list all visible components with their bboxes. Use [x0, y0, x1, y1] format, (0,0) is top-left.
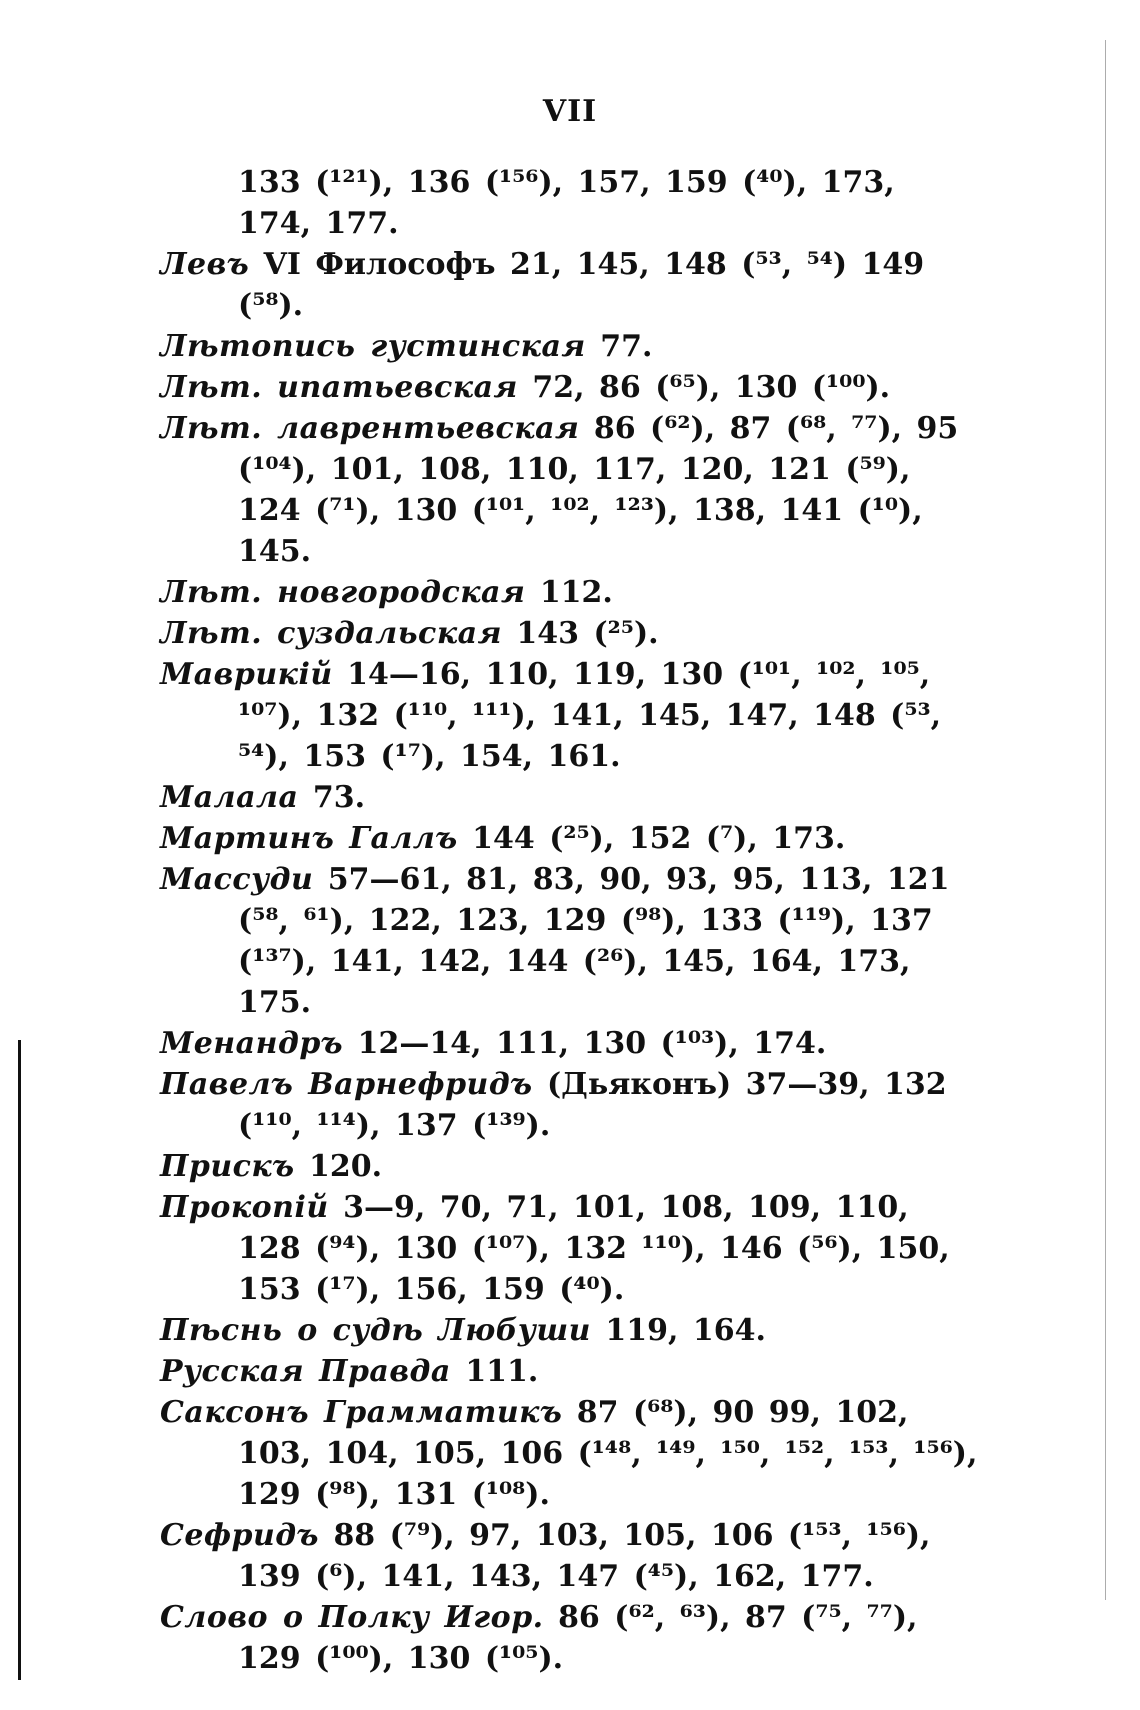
- index-entry: [160, 654, 980, 777]
- index-entry: [160, 572, 980, 613]
- index-entry: [160, 244, 980, 326]
- right-page-edge: [1105, 40, 1106, 1600]
- entry-references: 14—16, 110, 119, 130 (¹⁰¹, ¹⁰², ¹⁰⁵, ¹⁰⁷), 132 (¹¹⁰, ¹¹¹), 141, 145, 147, 148 (⁵³, ⁵⁴), 153 (¹⁷), 154, 161.: [238, 657, 942, 774]
- index-entry: [160, 367, 980, 408]
- entry-name: Менандръ: [160, 1026, 344, 1061]
- entry-references: 111.: [465, 1354, 539, 1389]
- entry-name: Лѣт. ипатьевская: [160, 370, 518, 405]
- index-entry: [160, 613, 980, 654]
- entry-references: 144 (²⁵), 152 (⁷), 173.: [472, 821, 846, 856]
- entry-name: Лѣт. суздальская: [160, 616, 502, 651]
- entry-name: Лѣтопись густинская: [160, 329, 586, 364]
- entry-name: Павелъ Варнефридъ: [160, 1067, 533, 1102]
- index-entry: [160, 859, 980, 1023]
- index-entry: [160, 1392, 980, 1515]
- entry-name: Лѣт. лаврентьевская: [160, 411, 580, 446]
- entry-name: Массуди: [160, 862, 314, 897]
- index-entry: [160, 1023, 980, 1064]
- entry-references: 73.: [312, 780, 366, 815]
- entry-name: Русская Правда: [160, 1354, 451, 1389]
- entry-references: 77.: [600, 329, 653, 364]
- entry-references: 3—9, 70, 71, 101, 108, 109, 110, 128 (⁹⁴), 130 (¹⁰⁷), 132 ¹¹⁰), 146 (⁵⁶), 150, 153 (¹⁷), 156, 159 (⁴⁰).: [238, 1190, 950, 1307]
- index-entry: [160, 1597, 980, 1679]
- entry-references: 133 (¹²¹), 136 (¹⁵⁶), 157, 159 (⁴⁰), 173, 174, 177.: [238, 165, 895, 241]
- index-entry: [160, 1310, 980, 1351]
- index-entry: [160, 777, 980, 818]
- index-entry: [160, 408, 980, 572]
- entry-references: 120.: [308, 1149, 383, 1184]
- entry-references: 57—61, 81, 83, 90, 93, 95, 113, 121 (⁵⁸, ⁶¹), 122, 123, 129 (⁹⁸), 133 (¹¹⁹), 137 (¹³⁷), 141, 142, 144 (²⁶), 145, 164, 173, 175.: [238, 862, 950, 1020]
- entry-references: VI Философъ 21, 145, 148 (⁵³, ⁵⁴) 149 (⁵⁸).: [238, 247, 925, 323]
- entry-name: Малала: [160, 780, 299, 815]
- index-entry: [160, 1064, 980, 1146]
- index-entry: [160, 162, 980, 244]
- index-entry: [160, 1351, 980, 1392]
- entry-references: 143 (²⁵).: [516, 616, 659, 651]
- entry-references: 86 (⁶², ⁶³), 87 (⁷⁵, ⁷⁷), 129 (¹⁰⁰), 130 (¹⁰⁵).: [238, 1600, 918, 1676]
- entry-name: Левъ: [160, 247, 250, 282]
- entry-references: 88 (⁷⁹), 97, 103, 105, 106 (¹⁵³, ¹⁵⁶), 139 (⁶), 141, 143, 147 (⁴⁵), 162, 177.: [238, 1518, 931, 1594]
- page-number: VII: [542, 94, 598, 129]
- entry-references: 86 (⁶²), 87 (⁶⁸, ⁷⁷), 95 (¹⁰⁴), 101, 108, 110, 117, 120, 121 (⁵⁹), 124 (⁷¹), 130 (¹⁰¹, ¹⁰², ¹²³), 138, 141 (¹⁰), 145.: [238, 411, 959, 569]
- entry-name: Слово о Полку Игор.: [160, 1600, 544, 1635]
- entry-name: Маврикій: [160, 657, 333, 692]
- entry-name: Сефридъ: [160, 1518, 319, 1553]
- index-entry: [160, 326, 980, 367]
- entry-references: 112.: [539, 575, 613, 610]
- entry-name: Саксонъ Грамматикъ: [160, 1395, 563, 1430]
- entry-references: 87 (⁶⁸), 90 99, 102, 103, 104, 105, 106 (¹⁴⁸, ¹⁴⁹, ¹⁵⁰, ¹⁵², ¹⁵³, ¹⁵⁶), 129 (⁹⁸), 131 (¹⁰⁸).: [238, 1395, 978, 1512]
- index-entry: [160, 1515, 980, 1597]
- index-entry: [160, 818, 980, 859]
- entry-references: 72, 86 (⁶⁵), 130 (¹⁰⁰).: [532, 370, 891, 405]
- entry-name: Мартинъ Галлъ: [160, 821, 458, 856]
- index-entry: [160, 1187, 980, 1310]
- entry-name: Пѣснь о судѣ Любуши: [160, 1313, 591, 1348]
- entry-name: Прокопій: [160, 1190, 329, 1225]
- entry-name: Лѣт. новгородская: [160, 575, 526, 610]
- entry-references: 12—14, 111, 130 (¹⁰³), 174.: [357, 1026, 827, 1061]
- left-page-edge: [18, 1040, 21, 1680]
- entry-references: (Дьяконъ) 37—39, 132 (¹¹⁰, ¹¹⁴), 137 (¹³⁹).: [238, 1067, 947, 1143]
- index-entries: [160, 162, 980, 1679]
- entry-references: 119, 164.: [605, 1313, 766, 1348]
- entry-name: Прискъ: [160, 1149, 295, 1184]
- index-entry: [160, 1146, 980, 1187]
